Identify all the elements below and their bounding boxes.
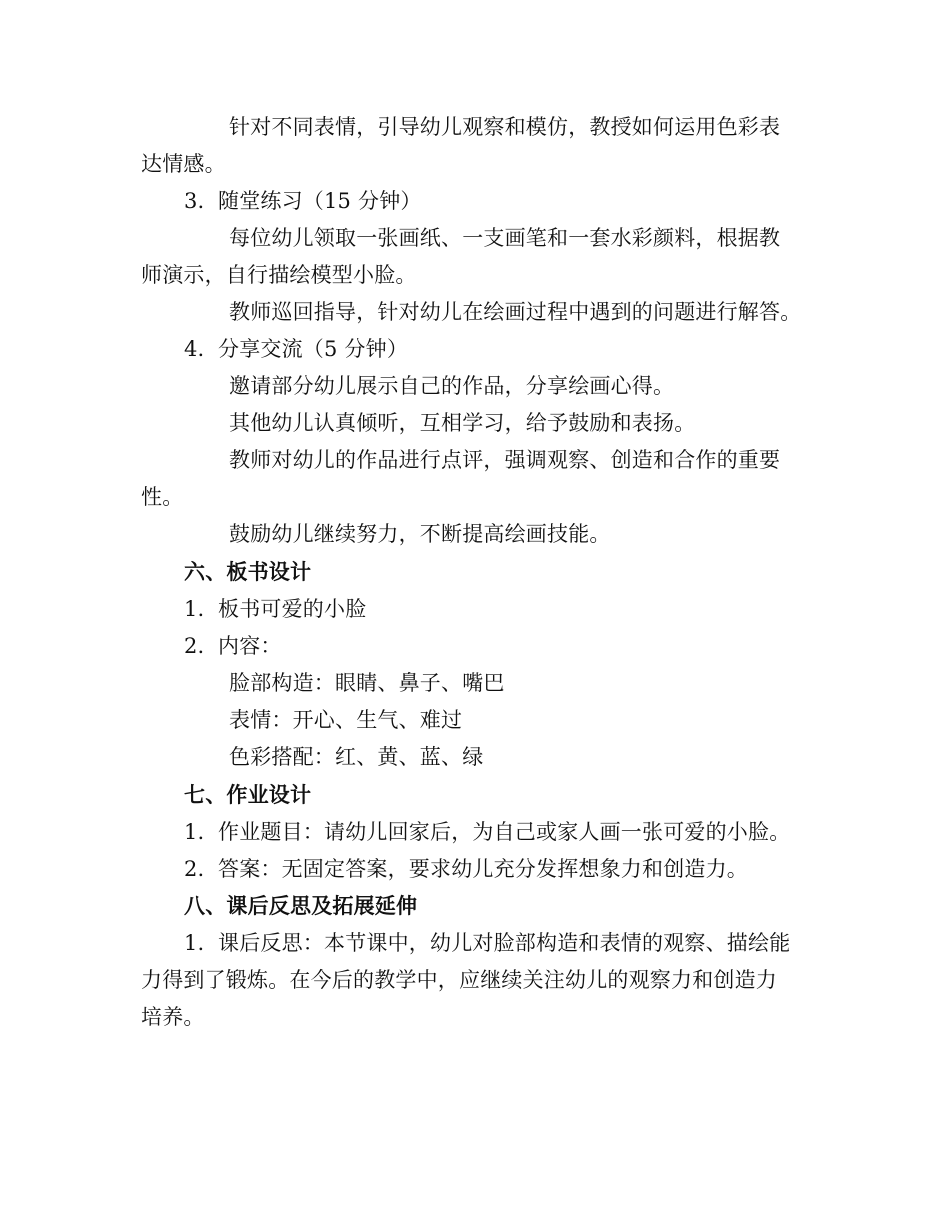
list-item-text: 内容：	[218, 634, 282, 658]
paragraph-line: 表情：开心、生气、难过	[229, 708, 463, 732]
paragraph-line: 每位幼儿领取一张画纸、一支画笔和一套水彩颜料，根据教	[229, 226, 781, 250]
list-number: 1.	[184, 931, 205, 955]
list-item-text: 板书可爱的小脸	[218, 597, 367, 621]
list-item-text: 作业题目：请幼儿回家后，为自己或家人画一张可爱的小脸。	[218, 820, 791, 844]
paragraph-line: 力得到了锻炼。在今后的教学中，应继续关注幼儿的观察力和创造力	[141, 968, 777, 992]
list-item-text: 答案：无固定答案，要求幼儿充分发挥想象力和创造力。	[218, 857, 748, 881]
section-heading-homework-design: 七、作业设计	[184, 783, 312, 807]
list-number: 1.	[184, 820, 205, 844]
paragraph-line: 色彩搭配：红、黄、蓝、绿	[229, 745, 484, 769]
list-item-text: 课后反思：本节课中，幼儿对脸部构造和表情的观察、描绘能	[218, 931, 791, 955]
list-item-1	[184, 595, 366, 623]
list-number: 2.	[184, 634, 205, 658]
list-number: 1.	[184, 597, 205, 621]
paragraph-line: 培养。	[141, 1005, 205, 1029]
list-number: 3.	[184, 189, 205, 213]
paragraph-line: 性。	[141, 485, 184, 509]
paragraph-line: 其他幼儿认真倾听，互相学习，给予鼓励和表扬。	[229, 411, 696, 435]
section-heading-reflection: 八、课后反思及拓展延伸	[184, 894, 418, 918]
paragraph-line: 鼓励幼儿继续努力，不断提高绘画技能。	[229, 522, 611, 546]
paragraph-line: 师演示，自行描绘模型小脸。	[141, 263, 417, 287]
paragraph-line: 脸部构造：眼睛、鼻子、嘴巴	[229, 671, 505, 695]
list-item-1	[184, 929, 790, 957]
list-number: 4.	[184, 337, 205, 361]
list-item-1	[184, 818, 790, 846]
list-item-text: 随堂练习（15 分钟）	[218, 189, 422, 213]
list-number: 2.	[184, 857, 205, 881]
paragraph-line: 教师对幼儿的作品进行点评，强调观察、创造和合作的重要	[229, 448, 781, 472]
paragraph-line: 教师巡回指导，针对幼儿在绘画过程中遇到的问题进行解答。	[229, 300, 802, 324]
list-item-2	[184, 632, 282, 660]
list-item-4	[184, 335, 408, 363]
paragraph-line: 达情感。	[141, 152, 226, 176]
section-heading-blackboard-design: 六、板书设计	[184, 560, 312, 584]
paragraph-line: 邀请部分幼儿展示自己的作品，分享绘画心得。	[229, 374, 675, 398]
list-item-text: 分享交流（5 分钟）	[218, 337, 409, 361]
list-item-3	[184, 187, 422, 215]
paragraph-line: 针对不同表情，引导幼儿观察和模仿，教授如何运用色彩表	[229, 115, 781, 139]
list-item-2	[184, 855, 748, 883]
